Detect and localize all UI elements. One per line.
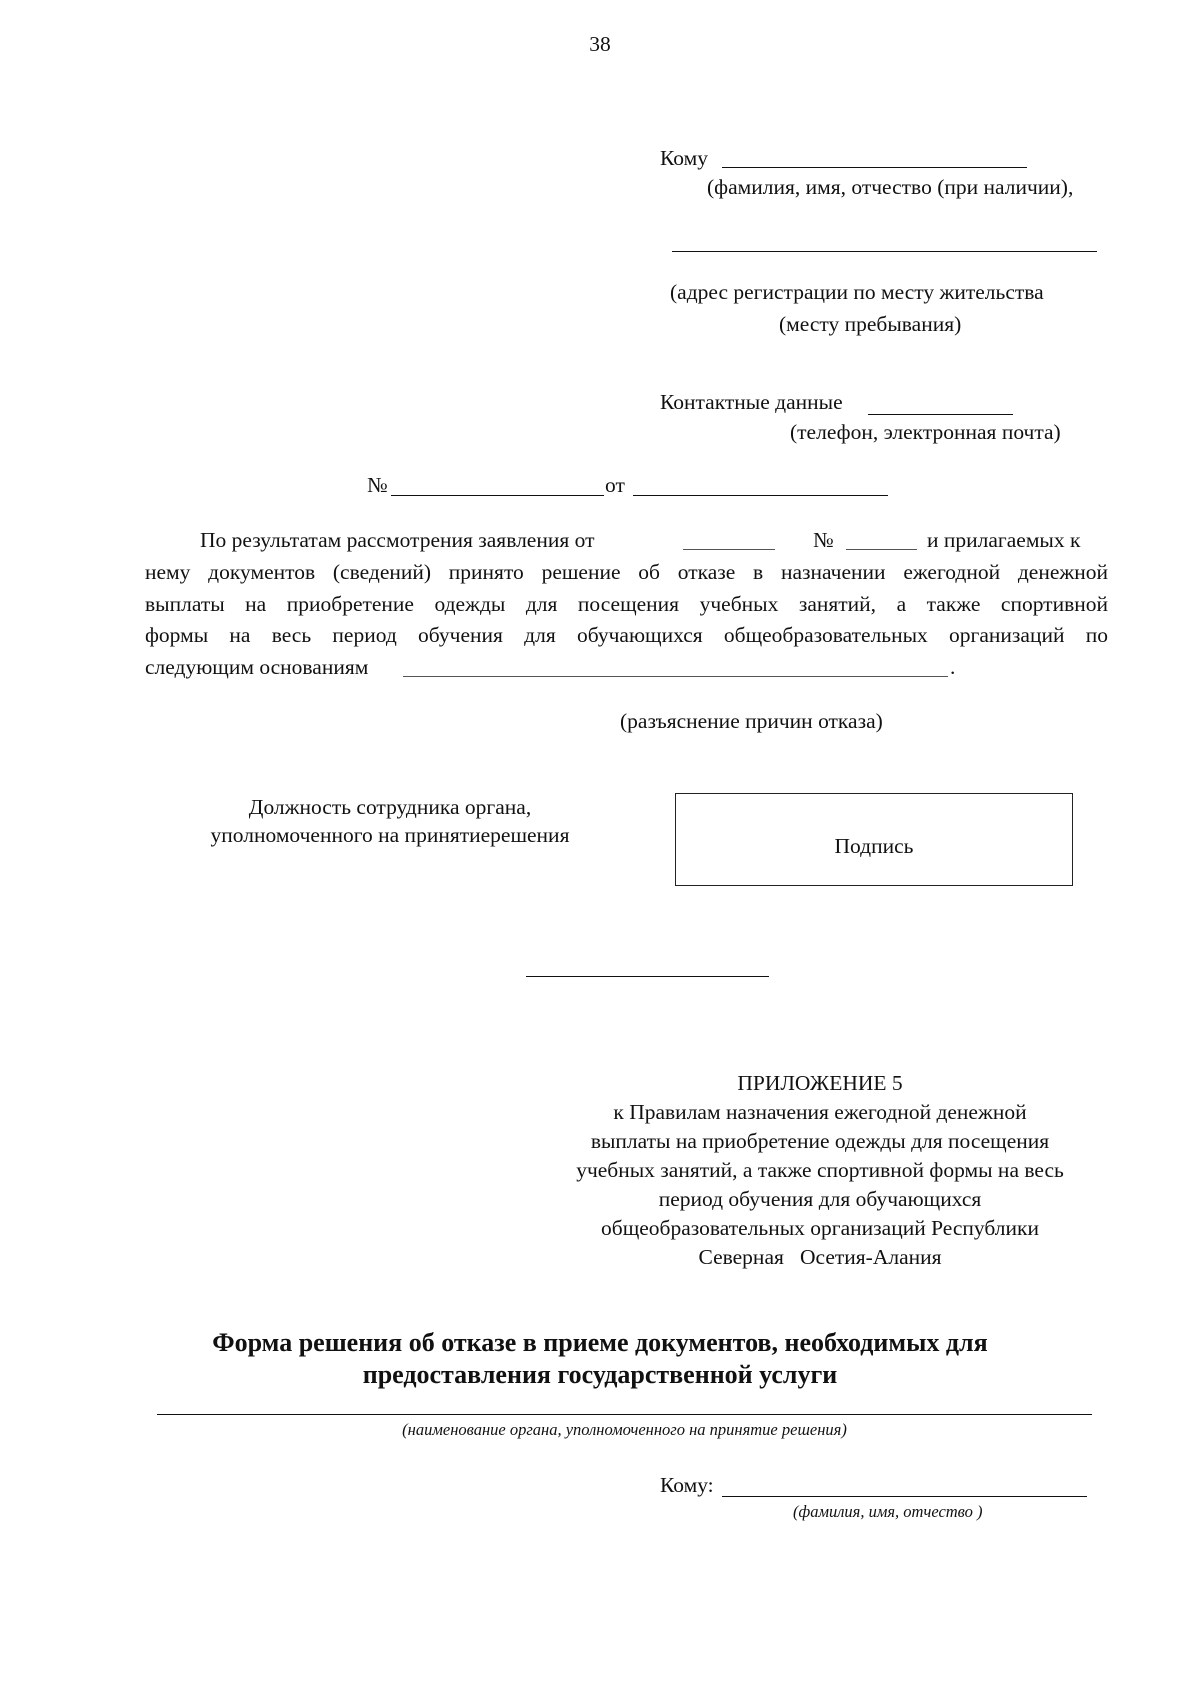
body-line4: формы на весь период обучения для обучающихся общеобразовательных организаций по	[145, 623, 1108, 647]
form-heading-line1: Форма решения об отказе в приеме документов, необходимых для	[212, 1328, 988, 1357]
appendix-line: Северная Осетия-Алания	[698, 1245, 942, 1269]
authority-hint: (наименование органа, уполномоченного на принятие решения)	[402, 1420, 847, 1439]
doc-number-field-line[interactable]	[391, 495, 604, 496]
appendix-line: учебных занятий, а также спортивной формы на весь	[576, 1158, 1064, 1182]
name-hint: (фамилия, имя, отчество (при наличии),	[707, 175, 1074, 199]
position-line2: уполномоченного на принятиерешения	[210, 823, 570, 847]
contacts-label: Контактные данные	[660, 390, 843, 414]
form-heading-line2: предоставления государственной услуги	[362, 1360, 838, 1389]
appendix-line: к Правилам назначения ежегодной денежной	[613, 1100, 1027, 1124]
contacts-field-line[interactable]	[868, 414, 1013, 415]
page-number: 38	[589, 32, 611, 56]
body-line1-no: №	[813, 528, 834, 552]
name-hint-2: (фамилия, имя, отчество )	[793, 1502, 983, 1521]
body-line5: следующим основаниям	[145, 655, 369, 679]
appendix-line: общеобразовательных организаций Республики	[601, 1216, 1039, 1240]
body-line5-end: .	[950, 655, 956, 679]
grounds-field-line[interactable]	[403, 676, 948, 677]
to-field-line-2[interactable]	[722, 1496, 1087, 1497]
appendix-title: ПРИЛОЖЕНИЕ 5	[737, 1071, 903, 1095]
signature-box[interactable]	[675, 793, 1073, 886]
address-field-line[interactable]	[672, 251, 1097, 252]
doc-number-label: №	[367, 473, 388, 497]
signature-label: Подпись	[834, 834, 914, 858]
body-line2: нему документов (сведений) принято решение об отказе в назначении ежегодной денежной	[145, 560, 1108, 584]
body-paragraph	[145, 557, 1108, 652]
appendix-line: выплаты на приобретение одежды для посещения	[590, 1129, 1050, 1153]
application-date-field-line[interactable]	[683, 549, 775, 550]
to-label-2: Кому:	[660, 1473, 714, 1497]
to-label: Кому	[660, 146, 708, 170]
appendix-line: период обучения для обучающихся	[658, 1187, 982, 1211]
body-line1-end: и прилагаемых к	[927, 528, 1081, 552]
to-field-line[interactable]	[722, 167, 1027, 168]
body-line1-start: По результатам рассмотрения заявления от	[200, 528, 595, 552]
position-line1: Должность сотрудника органа,	[248, 795, 532, 819]
address-hint-line1: (адрес регистрации по месту жительства	[670, 280, 1044, 304]
doc-date-field-line[interactable]	[633, 495, 888, 496]
authority-field-line[interactable]	[157, 1414, 1092, 1415]
doc-date-label: от	[605, 473, 625, 497]
application-number-field-line[interactable]	[846, 549, 917, 550]
body-line3: выплаты на приобретение одежды для посещения учебных занятий, а также спортивной	[145, 591, 1108, 616]
address-hint-line2: (месту пребывания)	[779, 312, 962, 336]
separator-line	[526, 976, 769, 977]
reason-hint: (разъяснение причин отказа)	[620, 709, 883, 733]
contacts-hint: (телефон, электронная почта)	[790, 420, 1061, 444]
